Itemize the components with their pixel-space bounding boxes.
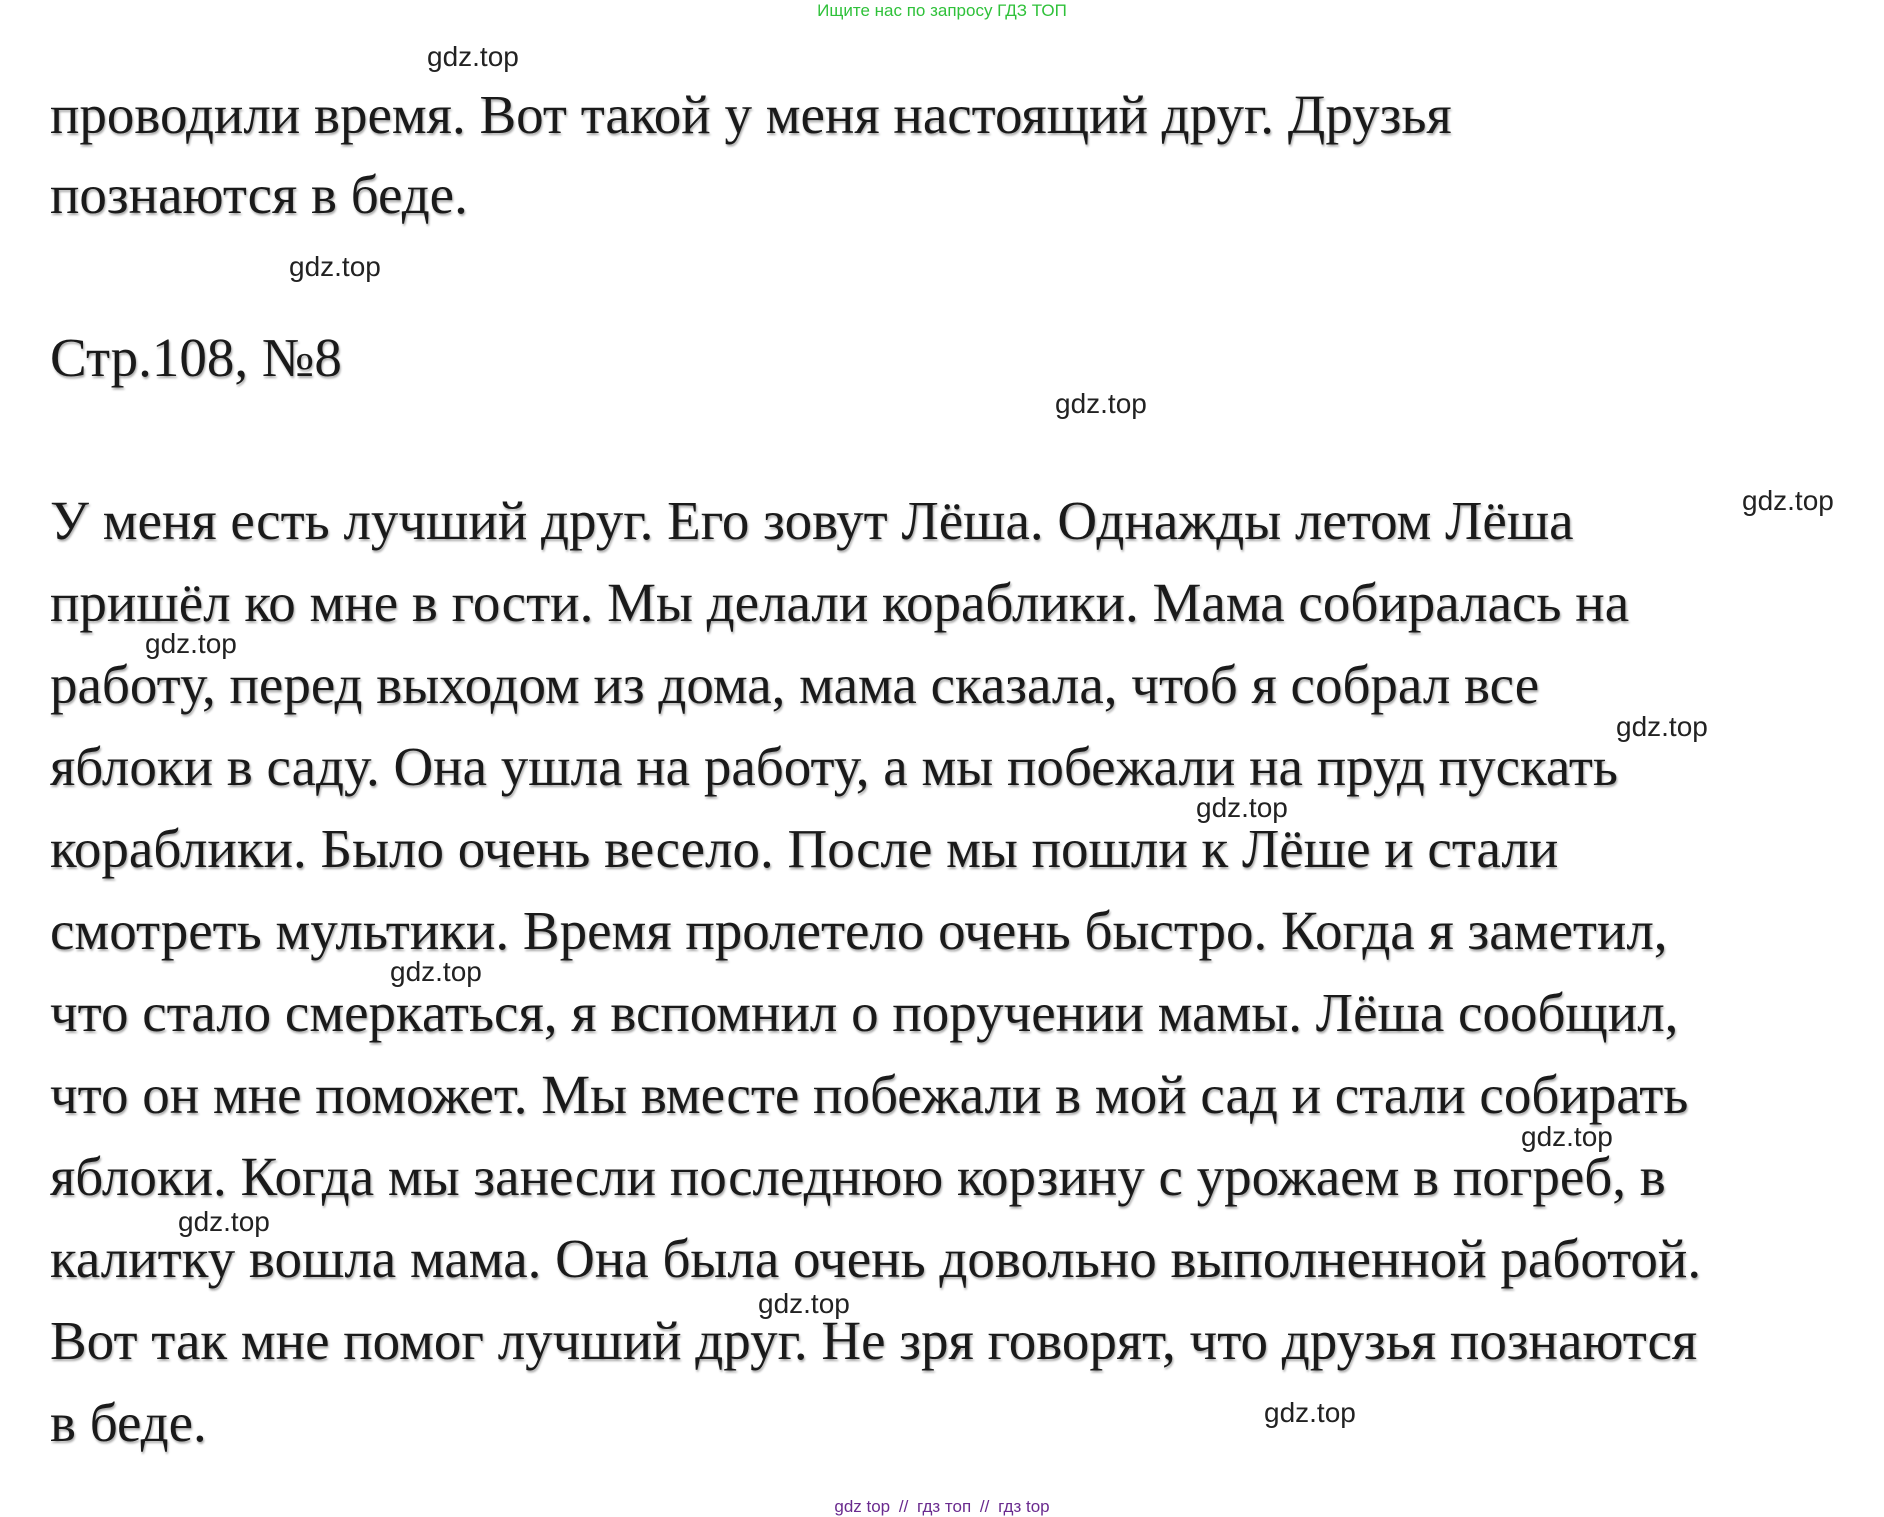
essay-line-2: пришёл ко мне в гости. Мы делали кораблики. Мама собиралась на <box>50 572 1630 633</box>
top-banner[interactable]: Ищите нас по запросу ГДЗ ТОП <box>817 1 1067 20</box>
watermark: gdz.top <box>1616 711 1708 742</box>
intro-line-2: познаются в беде. <box>50 164 468 225</box>
watermark: gdz.top <box>145 628 237 659</box>
footer-link-gdz-top-ru[interactable]: гдз топ <box>917 1497 972 1516</box>
essay-line-7: что стало смеркаться, я вспомнил о поручении мамы. Лёша сообщил, <box>50 982 1679 1043</box>
footer-links <box>0 1497 1884 1517</box>
intro-line-1: проводили время. Вот такой у меня настоящий друг. Друзья <box>50 84 1452 145</box>
essay-line-3: работу, перед выходом из дома, мама сказала, чтоб я собрал все <box>50 654 1540 715</box>
watermark: gdz.top <box>1521 1121 1613 1152</box>
watermark: gdz.top <box>427 41 519 72</box>
essay-line-12: в беде. <box>50 1392 207 1453</box>
watermark: gdz.top <box>1055 388 1147 419</box>
watermark: gdz.top <box>178 1206 270 1237</box>
essay-line-5: кораблики. Было очень весело. После мы пошли к Лёше и стали <box>50 818 1559 879</box>
footer-separator: // <box>979 1497 990 1516</box>
essay-line-4: яблоки в саду. Она ушла на работу, а мы побежали на пруд пускать <box>50 736 1619 797</box>
watermark: gdz.top <box>390 956 482 987</box>
footer-link-gdz-top[interactable]: gdz top <box>834 1497 891 1516</box>
essay-line-8: что он мне поможет. Мы вместе побежали в мой сад и стали собирать <box>50 1064 1689 1125</box>
page-heading: Стр.108, №8 <box>50 327 342 388</box>
watermark: gdz.top <box>1196 792 1288 823</box>
footer-separator: // <box>898 1497 909 1516</box>
watermark: gdz.top <box>1742 485 1834 516</box>
watermark: gdz.top <box>289 251 381 282</box>
essay-line-1: У меня есть лучший друг. Его зовут Лёша. Однажды летом Лёша <box>50 490 1574 551</box>
essay-line-9: яблоки. Когда мы занесли последнюю корзину с урожаем в погреб, в <box>50 1146 1666 1207</box>
essay-line-6: смотреть мультики. Время пролетело очень быстро. Когда я заметил, <box>50 900 1668 961</box>
watermark: gdz.top <box>1264 1397 1356 1428</box>
essay-line-10: калитку вошла мама. Она была очень довольно выполненной работой. <box>50 1228 1702 1289</box>
essay-line-11: Вот так мне помог лучший друг. Не зря говорят, что друзья познаются <box>50 1310 1698 1371</box>
footer-link-gdz-top-mixed[interactable]: гдз top <box>998 1497 1050 1516</box>
watermark: gdz.top <box>758 1288 850 1319</box>
